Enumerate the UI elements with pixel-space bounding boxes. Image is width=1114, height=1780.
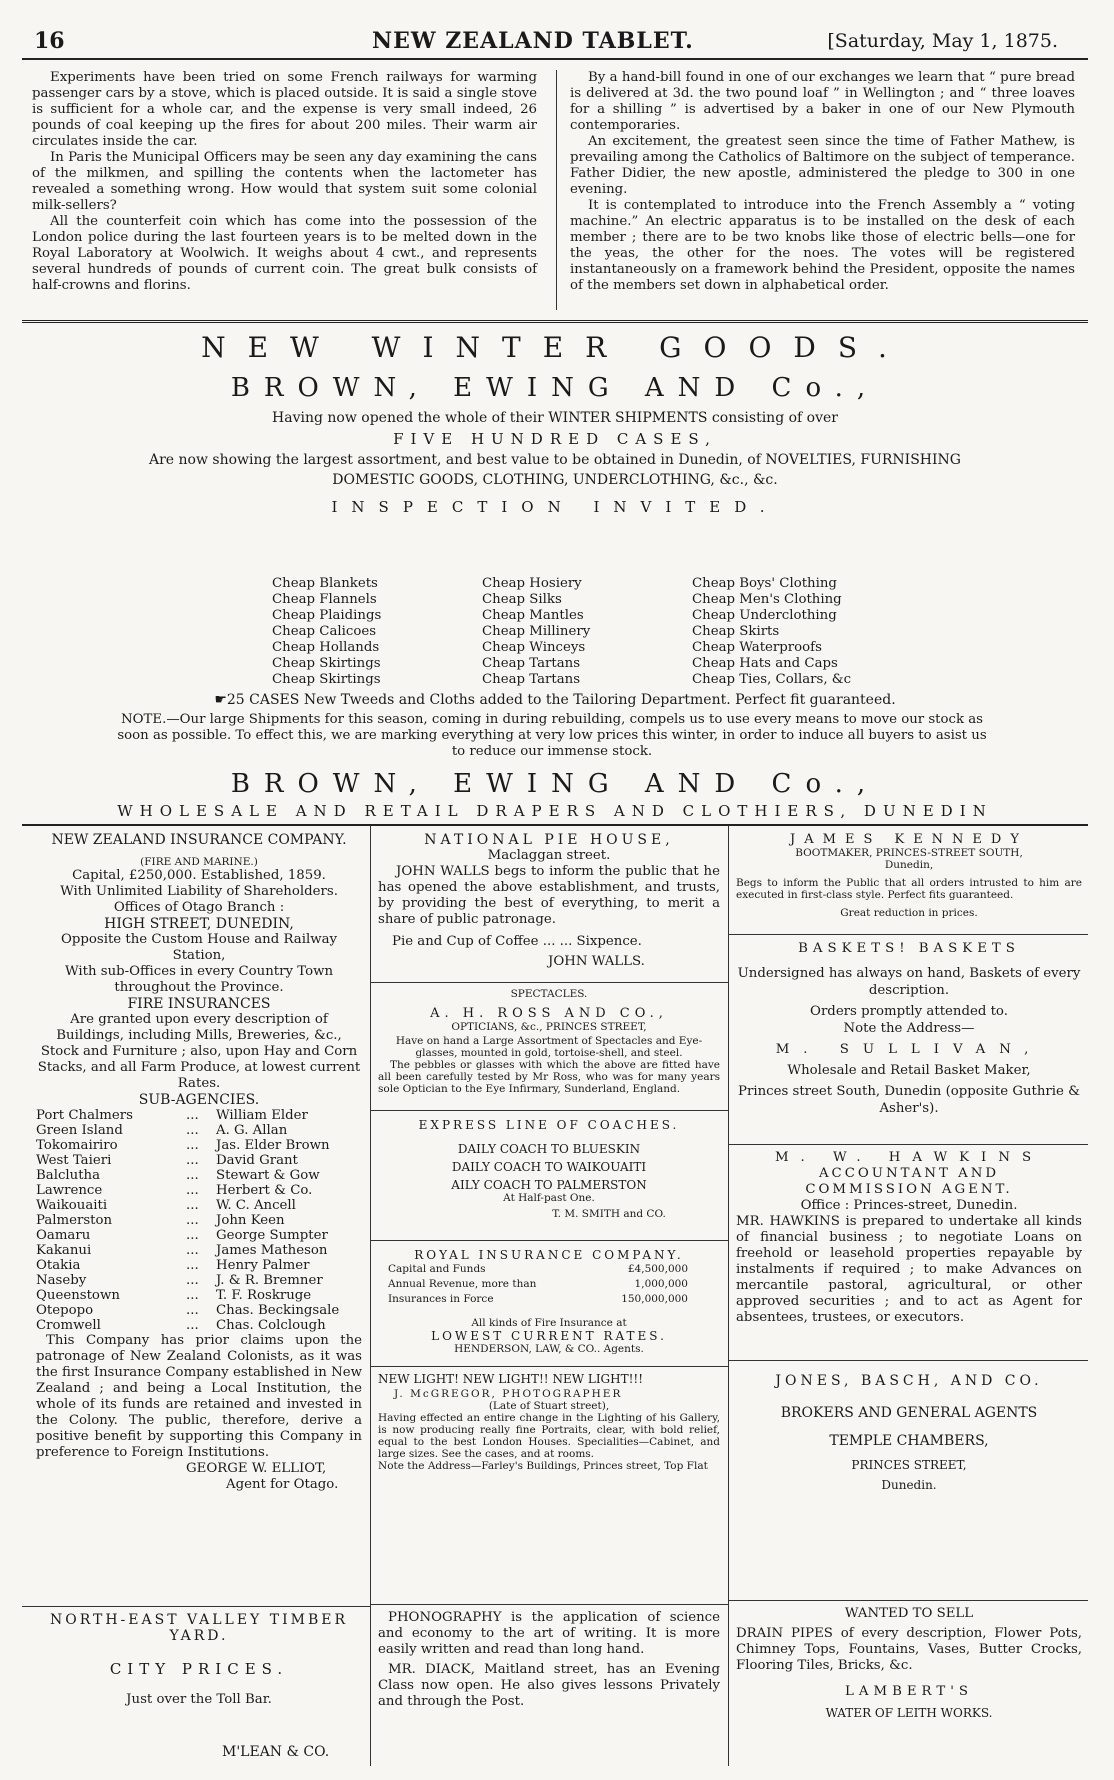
article-bread: By a hand-bill found in one of our exchanges we learn that “ pure bread is delivered at 3d. the two pound loaf ” in Wellington ; and “ three loaves for a shilling ” is advertised by a baker in one of our New Plymouth contemporaries. (570, 70, 1075, 133)
agencies-table (36, 1108, 362, 1333)
agency-town: West Taieri (36, 1153, 112, 1168)
table-row: Cromwell ... Chas. Colclough (36, 1318, 362, 1333)
royal-line-1: All kinds of Fire Insurance at (471, 1317, 627, 1329)
baskets-line-3: Note the Address— (843, 1021, 975, 1036)
winter-line-1: Having now opened the whole of their WINTER SHIPMENTS consisting of over (272, 410, 838, 426)
ross-sub: OPTICIANS, &c., PRINCES STREET, (451, 1021, 647, 1033)
agency-town: Balclutha (36, 1168, 101, 1183)
table-row (388, 1277, 688, 1292)
pie-text: JOHN WALLS begs to inform the public that he has opened the above establishment, and trusts, by providing the best of everything, to merit a share of public patronage. (378, 864, 720, 927)
agency-town: Oamaru (36, 1228, 91, 1243)
agency-town: Port Chalmers (36, 1108, 133, 1123)
winter-line-2: FIVE HUNDRED CASES, (393, 430, 717, 448)
ross-opticians-ad (378, 988, 720, 1095)
jones-line-2: TEMPLE CHAMBERS, (829, 1433, 989, 1449)
insurance-suboffices: With sub-Offices in every Country Town throughout the Province. (64, 964, 334, 995)
photographer-ad (378, 1372, 720, 1472)
royal-insurance-ad (378, 1248, 720, 1355)
photo-address: Note the Address—Farley's Buildings, Princes street, Top Flat (378, 1460, 708, 1472)
jones-basch-ad (736, 1372, 1082, 1492)
divider (370, 1366, 728, 1367)
goods-item: Cheap Mantles (482, 608, 584, 623)
timber-rule (22, 1606, 370, 1607)
royal-value: £4,500,000 (627, 1263, 688, 1275)
agency-agent: Chas. Colclough (216, 1318, 326, 1333)
agency-agent: A. G. Allan (216, 1123, 288, 1138)
table-row: Oamaru ... George Sumpter (36, 1228, 362, 1243)
insurance-street: HIGH STREET, DUNEDIN, (104, 916, 294, 932)
hawkins-office: Office : Princes-street, Dunedin. (800, 1198, 1018, 1213)
goods-item: Cheap Tartans (482, 656, 581, 671)
kennedy-ad (736, 832, 1082, 919)
table-row (388, 1262, 688, 1277)
goods-item: Cheap Skirtings (272, 656, 381, 671)
ads-top-rule (22, 824, 1088, 826)
goods-item: Cheap Calicoes (272, 624, 377, 639)
top-right-column (570, 70, 1075, 294)
lambert-firm: LAMBERT'S (845, 1684, 973, 1699)
phono-text: PHONOGRAPHY is the application of science and economy to the art of writing. It is more easily written and read than long hand. (378, 1610, 720, 1657)
agency-town: Otakia (36, 1258, 81, 1273)
baskets-title: BASKETS! BASKETS (798, 941, 1020, 956)
baskets-line-5: Princes street South, Dunedin (opposite Guthrie & Asher's). (738, 1084, 1080, 1116)
goods-item: Cheap Blankets (272, 576, 378, 591)
article-voting: It is contemplated to introduce into the French Assembly a “ voting machine.” An electric apparatus is to be installed on the desk of each member ; there are to be two knobs like those of electric bells—one for the yeas, the other for the noes. The votes will be registered instantaneously on a framework behind the President, opposite the names of the members set down in alphabetical order. (570, 198, 1075, 293)
hawkins-ad (736, 1150, 1082, 1326)
agency-agent: George Sumpter (216, 1228, 328, 1243)
column-divider (556, 70, 557, 310)
pie-signature: JOHN WALLS. (548, 954, 645, 969)
cases-text: 25 CASES New Tweeds and Cloths added to the Tailoring Department. Perfect fit guaranteed. (226, 692, 896, 708)
express-line-4: At Half-past One. (503, 1192, 595, 1204)
agency-town: Waikouaiti (36, 1198, 108, 1213)
subagencies-heading: SUB-AGENCIES. (138, 1092, 260, 1108)
pie-item: Pie and Cup of Coffee ... ... Sixpence. (392, 934, 642, 949)
timber-location: Just over the Toll Bar. (126, 1692, 272, 1707)
goods-col-1 (272, 576, 472, 688)
header-rule (22, 58, 1088, 60)
newspaper-page (22, 10, 1088, 1770)
insurance-title: NEW ZEALAND INSURANCE COMPANY. (51, 832, 347, 848)
hawkins-role-2: COMMISSION AGENT. (805, 1182, 1013, 1197)
photo-late: (Late of Stuart street), (488, 1400, 610, 1412)
goods-item: Cheap Men's Clothing (692, 592, 842, 607)
firm-name-2: BROWN, EWING AND Co., (230, 769, 880, 799)
divider (728, 1600, 1088, 1601)
article-temperance: An excitement, the greatest seen since the time of Father Mathew, is prevailing among the Catholics of Baltimore on the subject of temperance. Father Didier, the new apostle, administered the pledge to 300 in one evening. (570, 134, 1075, 197)
royal-line-2: LOWEST CURRENT RATES. (431, 1329, 667, 1343)
winter-line-3: Are now showing the largest assortment, and best value to be obtained in Dunedin, of NOVELTIES, FURNISHING (149, 452, 961, 468)
winter-line-4: DOMESTIC GOODS, CLOTHING, UNDERCLOTHING, &c., &c. (332, 472, 778, 488)
express-signature: T. M. SMITH and CO. (552, 1208, 666, 1220)
agency-town: Green Island (36, 1123, 123, 1138)
column-divider (370, 826, 371, 1766)
insurance-signer: GEORGE W. ELLIOT, (186, 1461, 327, 1476)
article-coin: All the counterfeit coin which has come into the possession of the London police during the last fourteen years is to be melted down in the Royal Laboratory at Woolwich. It weighs about 4 cwt., and represents several hundreds of pounds of current coin. The great bulk consists of half-crowns and florins. (32, 214, 537, 293)
jones-title: JONES, BASCH, AND CO. (775, 1373, 1043, 1389)
agency-agent: Chas. Beckingsale (216, 1303, 340, 1318)
goods-item: Cheap Flannels (272, 592, 377, 607)
spectacles-label: SPECTACLES. (510, 988, 588, 1000)
goods-item: Cheap Hosiery (482, 576, 582, 591)
ross-text-2: The pebbles or glasses with which the above are fitted have all been carefully tested by Mr Ross, who was for many years sole Optician to the Eye Infirmary, Sunderland, England. (378, 1059, 720, 1095)
hawkins-name: M. W. HAWKINS (774, 1150, 1044, 1165)
table-row: Lawrence ... Herbert & Co. (36, 1183, 362, 1198)
kennedy-city: Dunedin, (884, 859, 934, 871)
insurance-sub: (FIRE AND MARINE.) (140, 856, 258, 868)
pie-street: Maclaggan street. (487, 848, 611, 863)
table-row: Waikouaiti ... W. C. Ancell (36, 1198, 362, 1213)
timber-firm: M'LEAN & CO. (222, 1744, 330, 1760)
agency-town: Otepopo (36, 1303, 94, 1318)
divider (370, 1110, 728, 1111)
goods-item: Cheap Hollands (272, 640, 380, 655)
express-line-2: DAILY COACH TO WAIKOUAITI (451, 1160, 647, 1174)
wanted-text: DRAIN PIPES of every description, Flower Pots, Chimney Tops, Fountains, Vases, Butter Crocks, Flooring Tiles, Bricks, &c. (736, 1626, 1082, 1673)
note-text: NOTE.—Our large Shipments for this season, coming in during rebuilding, compels us to use every means to move our stock as soon as possible. To effect this, we are marking everything at very low prices this winter, in order to induce all buyers to asist us to reduce our immense stock. (117, 712, 987, 759)
issue-date: [Saturday, May 1, 1875. (827, 30, 1058, 52)
divider (370, 982, 728, 983)
goods-col-3 (692, 576, 942, 688)
timber-prices: CITY PRICES. (109, 1660, 289, 1678)
hawkins-text: MR. HAWKINS is prepared to undertake all kinds of financial business ; to negotiate Loans on freehold or leasehold properties repayable by instalments if required ; to make Advances on mercantile pastoral, agricultural, or other approved securities ; and to act as Agent for absentees, trustees, or executors. (736, 1214, 1082, 1325)
firm-name: BROWN, EWING AND Co., (230, 373, 880, 403)
agency-agent: Henry Palmer (216, 1258, 310, 1273)
agency-agent: James Matheson (216, 1243, 328, 1258)
royal-table (388, 1262, 688, 1307)
pointing-hand-icon: ☛ (214, 692, 227, 708)
royal-value: 150,000,000 (621, 1293, 688, 1305)
express-coaches-ad (378, 1118, 720, 1220)
timber-title: NORTH-EAST VALLEY TIMBER YARD. (49, 1612, 349, 1644)
royal-label: Annual Revenue, more than (388, 1278, 537, 1290)
goods-item: Cheap Hats and Caps (692, 656, 838, 671)
photo-text: Having effected an entire change in the Lighting of his Gallery, is now producing really fine Portraits, clear, with bold relief, equal to the best London Houses. Specialities—Cabinet, and large sizes. See the cases, and at rooms. (378, 1412, 720, 1460)
article-railways: Experiments have been tried on some French railways for warming passenger cars by a stove, which is placed outside. It is said a single stove is sufficient for a whole car, and the expense is very small indeed, 26 pounds of coal keeping up the fires for about 200 miles. Their warm air circulates inside the car. (32, 70, 537, 149)
royal-value: 1,000,000 (634, 1278, 688, 1290)
table-row: Otepopo ... Chas. Beckingsale (36, 1303, 362, 1318)
agency-agent: Stewart & Gow (216, 1168, 320, 1183)
agency-agent: J. & R. Bremner (216, 1273, 323, 1288)
section-rule (22, 320, 1088, 323)
divider (370, 1240, 728, 1241)
insurance-liability: With Unlimited Liability of Shareholders. (60, 884, 338, 899)
ross-firm: A. H. ROSS AND CO., (430, 1006, 668, 1021)
agency-town: Cromwell (36, 1318, 101, 1333)
phonography-ad (378, 1610, 720, 1710)
goods-item: Cheap Silks (482, 592, 562, 607)
divider (728, 1360, 1088, 1361)
page-header (22, 28, 1088, 62)
table-row: Otakia ... Henry Palmer (36, 1258, 362, 1273)
kennedy-sub: BOOTMAKER, PRINCES-STREET SOUTH, (795, 847, 1023, 859)
express-line-3: AILY COACH TO PALMERSTON (451, 1178, 647, 1192)
fire-text: Are granted upon every description of Buildings, including Mills, Breweries, &c., Stock and Furniture ; also, upon Hay and Corn Stacks, and all Farm Produce, at lowest current Rates. (37, 1012, 361, 1091)
express-title: EXPRESS LINE OF COACHES. (418, 1118, 680, 1132)
goods-item: Cheap Skirts (692, 624, 780, 639)
goods-item: Cheap Winceys (482, 640, 586, 655)
agency-town: Tokomairiro (36, 1138, 118, 1153)
goods-item: Cheap Boys' Clothing (692, 576, 837, 591)
cases-line (22, 692, 1088, 708)
photo-firm: J. McGREGOR, PHOTOGRAPHER (394, 1388, 623, 1400)
table-row: Balclutha ... Stewart & Gow (36, 1168, 362, 1183)
goods-item: Cheap Skirtings (272, 672, 381, 687)
goods-col-2 (482, 576, 682, 688)
jones-line-1: BROKERS AND GENERAL AGENTS (780, 1405, 1038, 1421)
royal-title: ROYAL INSURANCE COMPANY. (414, 1248, 684, 1262)
agency-agent: Jas. Elder Brown (216, 1138, 330, 1153)
divider (370, 1604, 728, 1605)
inspection-invited: INSPECTION INVITED. (331, 498, 779, 516)
winter-heading: NEW WINTER GOODS. (201, 331, 909, 364)
phono-text-2: MR. DIACK, Maitland street, has an Evening Class now open. He also gives lessons Privately and through the Post. (378, 1662, 720, 1709)
insurance-offices: Offices of Otago Branch : (113, 900, 285, 915)
table-row: Green Island ... A. G. Allan (36, 1123, 362, 1138)
wanted-title: WANTED TO SELL (844, 1606, 974, 1621)
baskets-ad (736, 940, 1082, 1117)
masthead-title: NEW ZEALAND TABLET. (372, 28, 694, 54)
table-row: Kakanui ... James Matheson (36, 1243, 362, 1258)
insurance-opp: Opposite the Custom House and Railway Station, (60, 932, 338, 963)
trade-line: WHOLESALE AND RETAIL DRAPERS AND CLOTHIERS, DUNEDIN (117, 802, 993, 820)
pie-house-ad (378, 832, 720, 970)
baskets-line-4: Wholesale and Retail Basket Maker, (787, 1063, 1031, 1078)
goods-item: Cheap Ties, Collars, &c (692, 672, 852, 687)
agency-agent: T. F. Roskruge (216, 1288, 312, 1303)
royal-label: Capital and Funds (388, 1263, 486, 1275)
goods-item: Cheap Plaidings (272, 608, 382, 623)
ross-text-1: Have on hand a Large Assortment of Spectacles and Eye-glasses, mounted in gold, tortoise-shell, and steel. (395, 1035, 703, 1059)
jones-line-4: Dunedin. (881, 1478, 937, 1492)
agency-agent: David Grant (216, 1153, 298, 1168)
royal-signature: HENDERSON, LAW, & CO.. Agents. (454, 1343, 644, 1355)
agency-town: Queenstown (36, 1288, 120, 1303)
table-row: Port Chalmers ... William Elder (36, 1108, 362, 1123)
top-left-column (32, 70, 537, 294)
agency-town: Kakanui (36, 1243, 92, 1258)
brown-ewing-ad (22, 330, 1088, 524)
insurance-closing: This Company has prior claims upon the patronage of New Zealand Colonists, as it was the first Insurance Company established in New Zealand ; and being a Local Institution, the whole of its funds are retained and invested in the Colony. The public, therefore, derive a positive benefit by supporting this Company in preference to Foreign Institutions. (36, 1333, 362, 1460)
article-milkmen: In Paris the Municipal Officers may be seen any day examining the cans of the milkmen, and spilling the contents when the lactometer has revealed a something wrong. How would that system suit some colonial milk-sellers? (32, 150, 537, 213)
insurance-capital: Capital, £250,000. Established, 1859. (72, 868, 326, 883)
table-row: Naseby ... J. & R. Bremner (36, 1273, 362, 1288)
baskets-line-2: Orders promptly attended to. (810, 1004, 1008, 1019)
baskets-name: M. SULLIVAN, (775, 1042, 1043, 1057)
jones-line-3: PRINCES STREET, (851, 1458, 967, 1472)
agency-agent: John Keen (216, 1213, 285, 1228)
kennedy-reduction: Great reduction in prices. (840, 907, 978, 919)
agency-town: Palmerston (36, 1213, 113, 1228)
agency-agent: William Elder (216, 1108, 308, 1123)
table-row: West Taieri ... David Grant (36, 1153, 362, 1168)
fire-heading: FIRE INSURANCES (127, 996, 271, 1012)
royal-label: Insurances in Force (388, 1293, 494, 1305)
goods-item: Cheap Underclothing (692, 608, 837, 623)
agency-town: Naseby (36, 1273, 87, 1288)
lambert-works: WATER OF LEITH WORKS. (825, 1706, 993, 1720)
insurance-signer-title: Agent for Otago. (226, 1477, 339, 1492)
page-number: 16 (34, 28, 65, 54)
nz-insurance-ad (36, 832, 362, 1493)
goods-item: Cheap Tartans (482, 672, 581, 687)
express-line-1: DAILY COACH TO BLUESKIN (457, 1142, 641, 1156)
baskets-line-1: Undersigned has always on hand, Baskets of every description. (737, 966, 1081, 998)
agency-town: Lawrence (36, 1183, 103, 1198)
agency-agent: W. C. Ancell (216, 1198, 296, 1213)
table-row: Palmerston ... John Keen (36, 1213, 362, 1228)
divider (728, 1144, 1088, 1145)
hawkins-role: ACCOUNTANT AND (818, 1166, 1000, 1181)
goods-item: Cheap Waterproofs (692, 640, 822, 655)
goods-item: Cheap Millinery (482, 624, 591, 639)
kennedy-title: JAMES KENNEDY (790, 832, 1028, 847)
agency-agent: Herbert & Co. (216, 1183, 313, 1198)
pie-title: NATIONAL PIE HOUSE, (424, 832, 674, 848)
column-divider (728, 826, 729, 1766)
kennedy-text: Begs to inform the Public that all orders intrusted to him are executed in first-class style. Perfect fits guaranteed. (736, 877, 1082, 901)
table-row: Queenstown ... T. F. Roskruge (36, 1288, 362, 1303)
lambert-ad (736, 1606, 1082, 1720)
table-row (388, 1292, 688, 1307)
timber-yard-ad (36, 1612, 362, 1707)
table-row: Tokomairiro ... Jas. Elder Brown (36, 1138, 362, 1153)
photo-banner: NEW LIGHT! NEW LIGHT!! NEW LIGHT!!! (378, 1372, 644, 1386)
divider (728, 934, 1088, 935)
